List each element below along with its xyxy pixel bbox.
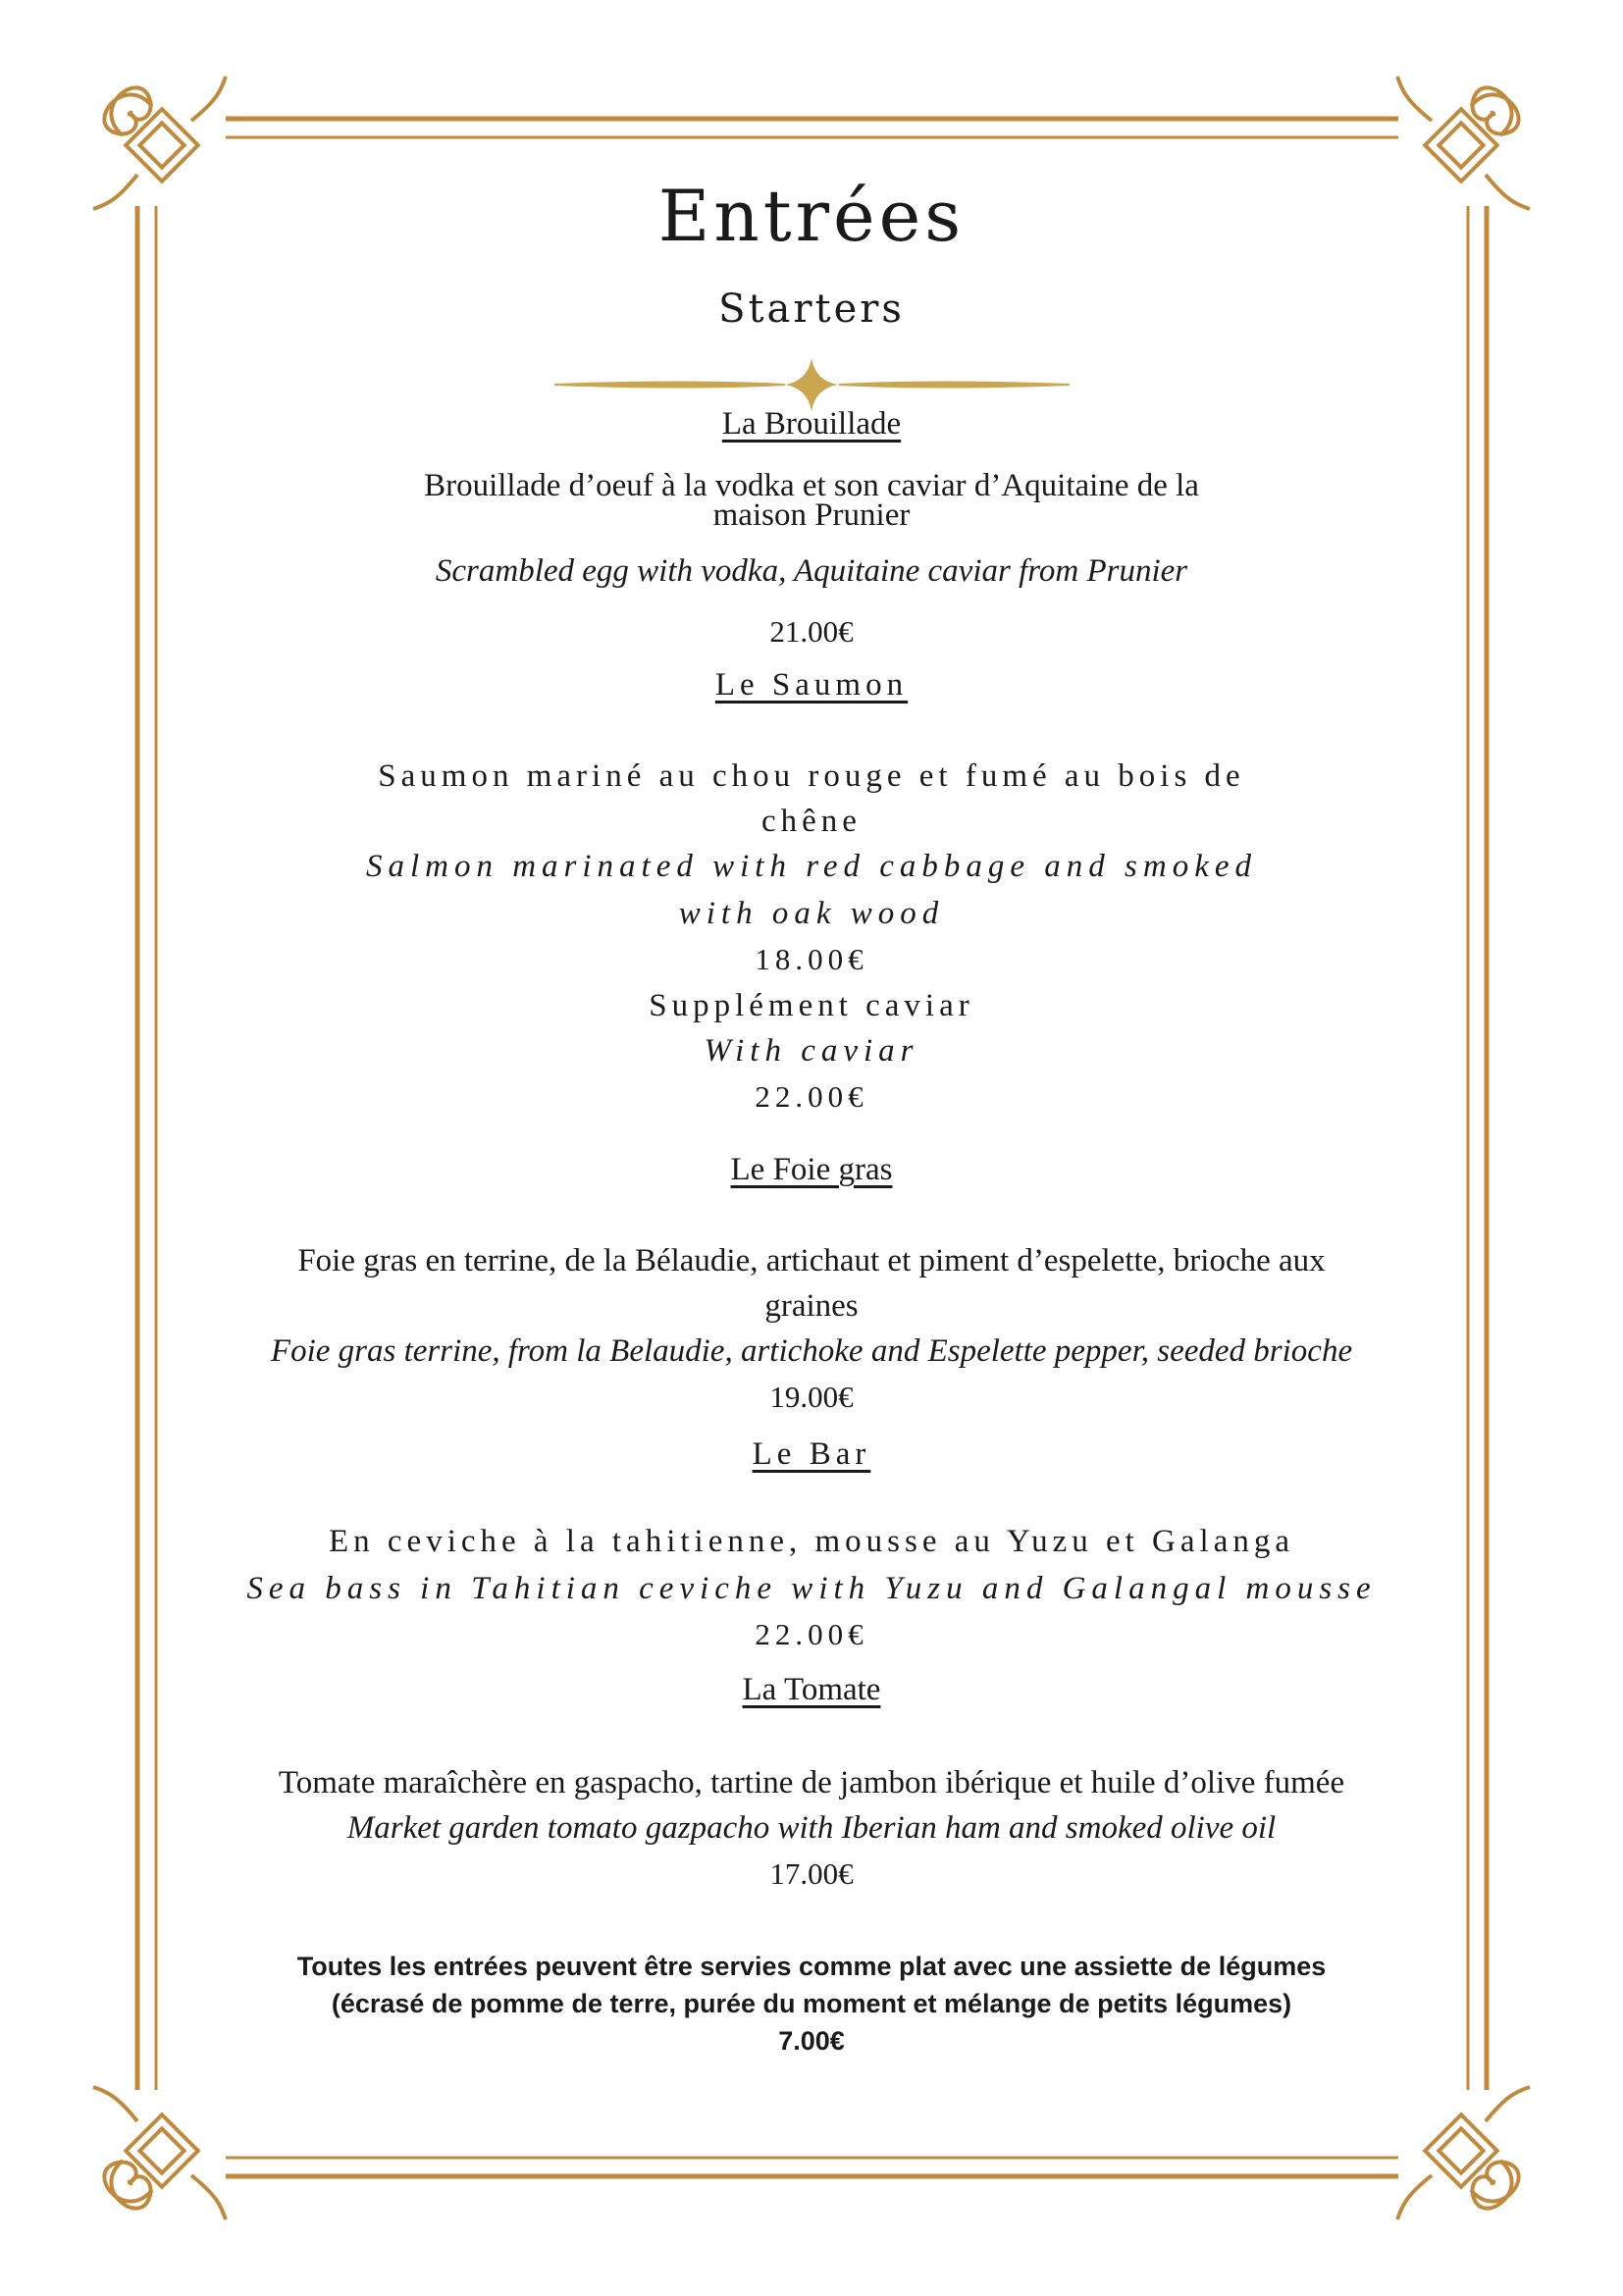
item-fr-saumon-line2: chêne	[761, 804, 862, 839]
item-fr-brouillade-line2: maison Prunier	[712, 497, 911, 533]
item-en-bar: Sea bass in Tahitian ceviche with Yuzu and Galangal mousse	[246, 1571, 1377, 1606]
item-en-foie-gras: Foie gras terrine, from la Belaudie, artichoke and Espelette pepper, seeded brioche	[270, 1333, 1353, 1369]
item-title-foie-gras: Le Foie gras	[730, 1152, 893, 1187]
item-fr-bar: En ceviche à la tahitienne, mousse au Yuzu et Galanga	[329, 1524, 1294, 1559]
item-en-tomate: Market garden tomato gazpacho with Iberian ham and smoked olive oil	[346, 1810, 1277, 1846]
item-supplement-en-saumon: With caviar	[704, 1033, 919, 1069]
corner-ornament-bottom-right-icon	[1397, 2087, 1530, 2219]
note-price: 7.00€	[778, 2026, 845, 2056]
item-title-tomate: La Tomate	[742, 1672, 881, 1707]
item-supplement-price-saumon: 22.00€	[755, 1079, 868, 1114]
note-line2: (écrasé de pomme de terre, purée du moment et mélange de petits légumes)	[331, 1989, 1292, 2018]
item-en-brouillade: Scrambled egg with vodka, Aquitaine caviar from Prunier	[435, 553, 1188, 589]
page-subtitle: Starters	[718, 287, 905, 332]
title-divider	[554, 358, 1070, 411]
item-price-brouillade: 21.00€	[769, 614, 854, 649]
item-en-saumon-line1: Salmon marinated with red cabbage and smoked	[365, 849, 1258, 884]
note-line1: Toutes les entrées peuvent être servies comme plat avec une assiette de légumes	[296, 1952, 1327, 1981]
item-price-saumon: 18.00€	[755, 942, 868, 976]
item-fr-foie-gras-line1: Foie gras en terrine, de la Bélaudie, artichaut et piment d’espelette, brioche aux	[297, 1243, 1326, 1278]
item-fr-saumon-line1: Saumon mariné au chou rouge et fumé au bois de	[378, 758, 1245, 794]
item-price-tomate: 17.00€	[769, 1856, 854, 1891]
item-price-foie-gras: 19.00€	[769, 1380, 854, 1414]
item-supplement-fr-saumon: Supplément caviar	[649, 988, 974, 1023]
corner-ornament-bottom-left-icon	[93, 2087, 226, 2219]
page-title: Entrées	[657, 175, 966, 257]
item-title-brouillade: La Brouillade	[721, 406, 902, 442]
item-fr-brouillade-line1: Brouillade d’oeuf à la vodka et son caviar d’Aquitaine de la	[424, 468, 1199, 503]
item-fr-foie-gras-line2: graines	[764, 1288, 859, 1324]
item-title-saumon: Le Saumon	[714, 667, 909, 703]
item-price-bar: 22.00€	[755, 1617, 868, 1651]
item-en-saumon-line2: with oak wood	[678, 896, 945, 931]
item-fr-tomate: Tomate maraîchère en gaspacho, tartine de jambon ibérique et huile d’olive fumée	[278, 1765, 1345, 1800]
star-icon	[785, 358, 838, 411]
item-title-bar: Le Bar	[752, 1436, 871, 1472]
